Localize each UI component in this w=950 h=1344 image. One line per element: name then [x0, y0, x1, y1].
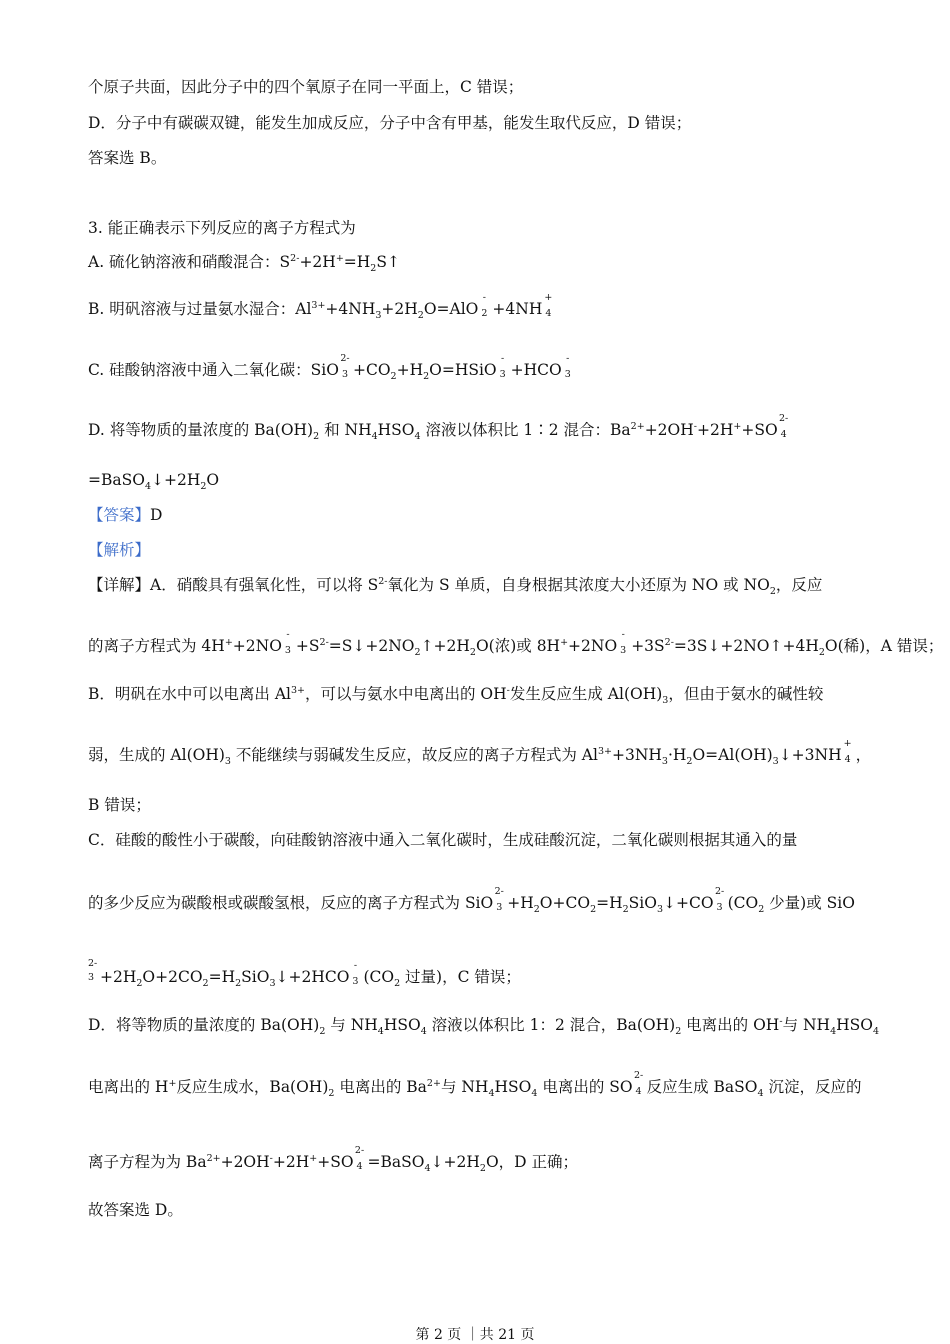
option-b: B. 明矾溶液与过量氨水湿合：$Al^{3+}+4NH_3+2H_2O=AlO$ - 2 +4NH + 4: [88, 292, 553, 322]
question-stem: 3. 能正确表示下列反应的离子方程式为: [88, 219, 356, 237]
option-a: A. 硫化钠溶液和硝酸混合：$S^{2-}+2H^+=H_2S↑$: [88, 252, 400, 275]
conclusion: 故答案选 D。: [88, 1201, 183, 1219]
detail-c-2: 的多少反应为碳酸根或碳酸氢根，反应的离子方程式为 SiO 2- 3 $+H_2O+CO_2=H_2SiO_3↓+CO$ 2- 3 ($CO_2$ 少量)或 SiO: [88, 886, 855, 916]
detail-c-1: C．硅酸的酸性小于碳酸，向硅酸钠溶液中通入二氧化碳时，生成硅酸沉淀，二氧化碳则根据其通入的量: [88, 831, 798, 849]
detail-d-3: 离子方程为为 $Ba^{2+}+2OH^-+2H^++SO$ 2- 4 $=BaSO_4↓+2H_2O$，D 正确；: [88, 1145, 579, 1175]
option-d-cont: $=BaSO_4↓+2H_2O$: [88, 471, 220, 493]
detail-d-1: D．将等物质的量浓度的 $Ba(OH)_2$ 与 $NH_4HSO_4$ 溶液以体积比 1：2 混合，$Ba(OH)_2$ 电离出的 OH-与 $NH_4HSO_4$: [88, 1015, 880, 1038]
line-2: D．分子中有碳碳双键，能发生加成反应，分子中含有甲基，能发生取代反应，D 错误；: [88, 114, 692, 132]
detail-b-2: 弱，生成的 $Al(OH)_3$ 不能继续与弱碱发生反应，故反应的离子方程式为 $Al^{3+}+3NH_3\cdot H_2O=Al(OH)_3↓+3NH$ + 4 ，: [88, 738, 872, 768]
line-1: 个原子共面，因此分子中的四个氧原子在同一平面上，C 错误；: [88, 78, 524, 96]
detail-a-1: 【详解】A．硝酸具有强氧化性，可以将 $S^{2-}$氧化为 S 单质，自身根据其浓度大小还原为 NO 或 $NO_2$，反应: [88, 575, 823, 598]
answer-value: D: [150, 506, 163, 524]
detail-d-2: 电离出的 H+反应生成水，$Ba(OH)_2$ 电离出的 $Ba^{2+}$与 $NH_4HSO_4$ 电离出的 SO 2- 4 反应生成 BaSO$_4$ 沉淀，反应的: [88, 1070, 862, 1100]
answer-line: [88, 505, 162, 525]
line-3: 答案选 B。: [88, 149, 167, 167]
detail-b-1: B．明矾在水中可以电离出 $Al^{3+}$，可以与氨水中电离出的 OH-发生反应生成 $Al(OH)_3$，但由于氨水的碱性较: [88, 684, 824, 707]
page-number: 第 2 页 ｜共 21 页: [415, 1327, 535, 1343]
option-c: C. 硅酸钠溶液中通入二氧化碳：SiO 2- 3 $+CO_2+H_2O=HSiO$ - 3 +HCO - 3: [88, 353, 571, 383]
option-d: D. 将等物质的量浓度的 $Ba(OH)_2$ 和 $NH_4HSO_4$ 溶液以体积比 1∶2 混合：$Ba^{2+}+2OH^-+2H^++SO$ 2- 4: [88, 413, 789, 443]
analysis-tag: 【解析】: [88, 541, 151, 559]
detail-a-2: 的离子方程式为 4H++2NO - 3 $+S^{2-}=S↓+2NO_2↑+2H_2O$(浓)或 8H++2NO - 3 $+3S^{2-}=3S↓+2NO↑+4H_2O$(稀)，A 错误；: [88, 629, 944, 659]
detail-b-3: B 错误；: [88, 796, 151, 814]
detail-c-3: 2- 3 $+2H_2O+2CO_2=H_2SiO_3↓+2HCO$ - 3 ($CO_2$ 过量)，C 错误；: [88, 958, 521, 990]
answer-tag: 【答案】: [88, 506, 151, 524]
